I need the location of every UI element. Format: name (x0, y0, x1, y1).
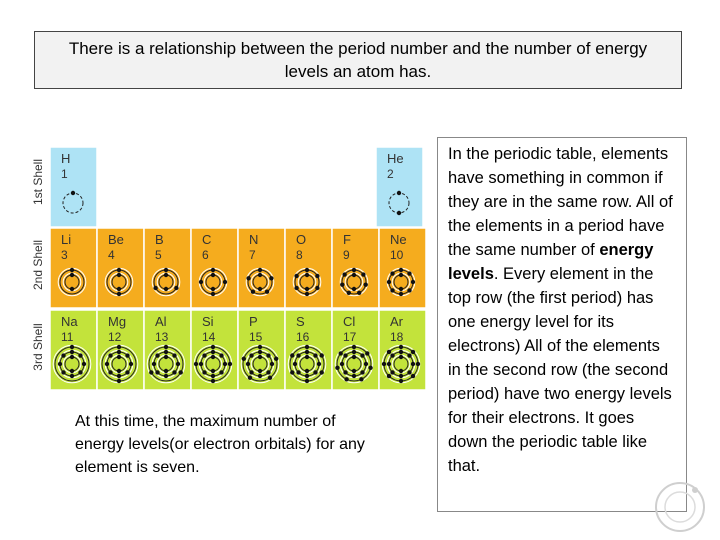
electron (164, 350, 168, 354)
electron (70, 350, 74, 354)
electron (411, 280, 415, 284)
electron (172, 353, 176, 357)
logo-icon (650, 480, 710, 535)
electron (117, 379, 121, 383)
electron (320, 353, 324, 357)
element-f-number: 9 (343, 248, 350, 262)
electron (211, 350, 215, 354)
electron (211, 374, 215, 378)
electron (382, 362, 386, 366)
electron (164, 374, 168, 378)
electron (164, 345, 168, 349)
element-he-number: 2 (387, 167, 394, 181)
electron (387, 362, 391, 366)
electron (266, 353, 270, 357)
electron (78, 370, 82, 374)
element-si-number: 14 (202, 330, 216, 344)
electron (164, 355, 168, 359)
electron (219, 353, 223, 357)
electron (211, 355, 215, 359)
electron (397, 191, 401, 195)
side-text-box (437, 137, 687, 512)
shell-label: 1st Shell (31, 158, 45, 206)
caption-box (65, 400, 390, 500)
electron (305, 345, 309, 349)
electron (407, 288, 411, 292)
electron (211, 273, 215, 277)
electron (152, 362, 156, 366)
element-f-symbol: F (343, 232, 351, 247)
electron (164, 273, 168, 277)
electron (411, 374, 415, 378)
electron (211, 287, 215, 291)
electron (149, 370, 153, 374)
element-al-number: 13 (155, 330, 169, 344)
electron (266, 370, 270, 374)
electron (70, 345, 74, 349)
element-b-symbol: B (155, 232, 164, 247)
element-o-number: 8 (296, 248, 303, 262)
electron (251, 290, 255, 294)
electron (78, 353, 82, 357)
electron (352, 273, 356, 277)
electron (407, 271, 411, 275)
electron (117, 273, 121, 277)
electron (352, 355, 356, 359)
electron (199, 280, 203, 284)
element-s-symbol: S (296, 314, 305, 329)
electron (305, 292, 309, 296)
electron (117, 268, 121, 272)
electron (202, 370, 206, 374)
electron (194, 362, 198, 366)
electron (399, 292, 403, 296)
electron (387, 350, 391, 354)
side-text-part1: In the periodic table, elements have something in common if they are in the same row. All of the elements in a period have the same number of (448, 145, 673, 259)
electron (199, 362, 203, 366)
electron (315, 286, 319, 290)
electron (70, 374, 74, 378)
element-b-number: 5 (155, 248, 162, 262)
electron (360, 353, 364, 357)
electron (228, 362, 232, 366)
electron (305, 287, 309, 291)
electron (174, 286, 178, 290)
element-mg-symbol: Mg (108, 314, 127, 329)
element-h-cell (50, 147, 97, 227)
electron (344, 377, 348, 381)
electron (339, 351, 343, 355)
electron (108, 353, 112, 357)
electron (179, 370, 183, 374)
electron (274, 357, 278, 361)
electron (70, 268, 74, 272)
electron (61, 353, 65, 357)
electron (365, 351, 369, 355)
electron (105, 362, 109, 366)
element-si-symbol: Si (202, 314, 214, 329)
electron (211, 268, 215, 272)
element-o-symbol: O (296, 232, 307, 247)
electron (399, 379, 403, 383)
electron (399, 369, 403, 373)
electron (352, 350, 356, 354)
electron (343, 370, 347, 374)
electron (223, 362, 227, 366)
electron (352, 345, 356, 349)
electron (164, 287, 168, 291)
electron (246, 276, 250, 280)
electron (258, 355, 262, 359)
electron (258, 273, 262, 277)
electron (223, 280, 227, 284)
element-c-symbol: C (202, 232, 212, 247)
electron (296, 370, 300, 374)
electron (70, 369, 74, 373)
caption-text: At this time, the maximum number of energy levels(or electron orbitals) for any element is seven. (75, 413, 365, 476)
side-text-bold: energy levels (448, 241, 654, 283)
element-ne-symbol: Ne (390, 232, 407, 247)
electron (117, 345, 121, 349)
electron (305, 355, 309, 359)
electron (117, 292, 121, 296)
electron (153, 286, 157, 290)
element-mg-number: 12 (108, 330, 122, 344)
electron (352, 268, 356, 272)
electron (265, 290, 269, 294)
electron (335, 366, 339, 370)
electron (155, 370, 159, 374)
electron (58, 362, 62, 366)
element-c-number: 6 (202, 248, 209, 262)
shell-label: 2nd Shell (31, 239, 45, 291)
electron (258, 345, 262, 349)
electron (70, 273, 74, 277)
electron (70, 287, 74, 291)
element-cl-symbol: Cl (343, 314, 356, 329)
electron (164, 369, 168, 373)
electron (407, 370, 411, 374)
electron (399, 273, 403, 277)
element-n-symbol: N (249, 232, 259, 247)
electron (176, 362, 180, 366)
electron (317, 362, 321, 366)
electron (129, 362, 133, 366)
electron (359, 377, 363, 381)
electron (352, 369, 356, 373)
electron (211, 292, 215, 296)
electron (360, 370, 364, 374)
electron (125, 353, 129, 357)
electron (347, 291, 351, 295)
electron (61, 370, 65, 374)
electron (305, 268, 309, 272)
element-n-number: 7 (249, 248, 256, 262)
electron (357, 291, 361, 295)
electron (399, 350, 403, 354)
electron (219, 370, 223, 374)
electron (293, 362, 297, 366)
electron (340, 282, 344, 286)
electron (249, 370, 253, 374)
electron (390, 288, 394, 292)
electron (399, 374, 403, 378)
element-he-symbol: He (387, 151, 404, 166)
electron (320, 370, 324, 374)
electron (268, 376, 272, 380)
electron (399, 345, 403, 349)
electron (305, 350, 309, 354)
electron (290, 353, 294, 357)
electron (258, 287, 262, 291)
electron (117, 350, 121, 354)
element-na-number: 11 (61, 330, 74, 344)
element-s-number: 16 (296, 330, 310, 344)
electron (361, 272, 365, 276)
electron (416, 362, 420, 366)
electron (399, 355, 403, 359)
electron (117, 374, 121, 378)
electron (315, 274, 319, 278)
side-text-part2: . Every element in the top row (the first period) has one energy level for its electrons) All of the elements in the second row (the second period) have two energy levels for their electrons. It goes down the periodic table like that. (448, 265, 672, 475)
electron (155, 353, 159, 357)
electron (343, 353, 347, 357)
electron (211, 369, 215, 373)
element-h-number: 1 (61, 167, 68, 181)
electron (305, 369, 309, 373)
electron (82, 362, 86, 366)
element-h-symbol: H (61, 151, 71, 166)
electron (387, 374, 391, 378)
element-li-number: 3 (61, 248, 68, 262)
electron (390, 370, 394, 374)
electron (242, 357, 246, 361)
electron (211, 345, 215, 349)
electron (399, 287, 403, 291)
electron (172, 370, 176, 374)
electron (202, 353, 206, 357)
electron (258, 268, 262, 272)
electron (352, 287, 356, 291)
electron (411, 350, 415, 354)
electron (305, 374, 309, 378)
electron (270, 362, 274, 366)
electron (364, 362, 368, 366)
electron (117, 355, 121, 359)
electron (125, 370, 129, 374)
element-be-symbol: Be (108, 232, 124, 247)
electron (387, 280, 391, 284)
shell-label: 3rd Shell (31, 323, 45, 371)
electron (258, 350, 262, 354)
electron (246, 362, 250, 366)
electron (390, 353, 394, 357)
electron (117, 369, 121, 373)
electron (290, 370, 294, 374)
electron (411, 362, 415, 366)
element-na-symbol: Na (61, 314, 78, 329)
electron (397, 211, 401, 215)
electron (211, 379, 215, 383)
element-be-number: 4 (108, 248, 115, 262)
element-al-symbol: Al (155, 314, 167, 329)
element-p-symbol: P (249, 314, 258, 329)
electron (313, 370, 317, 374)
electron (269, 276, 273, 280)
electron (399, 268, 403, 272)
slide-title: There is a relationship between the period number and the number of energy levels an atom has. (68, 39, 648, 81)
electron (296, 353, 300, 357)
electron (352, 374, 356, 378)
electron (390, 271, 394, 275)
electron (340, 362, 344, 366)
electron (368, 366, 372, 370)
electron (294, 274, 298, 278)
electron (71, 191, 75, 195)
electron (305, 379, 309, 383)
electron (305, 273, 309, 277)
logo (650, 480, 710, 535)
element-ar-number: 18 (390, 330, 404, 344)
electron (258, 374, 262, 378)
element-p-number: 15 (249, 330, 263, 344)
electron (108, 370, 112, 374)
electron (248, 376, 252, 380)
electron (249, 353, 253, 357)
element-cl-number: 17 (343, 330, 357, 344)
electron (313, 353, 317, 357)
electron (294, 286, 298, 290)
electron (407, 353, 411, 357)
electron (258, 369, 262, 373)
electron (363, 282, 367, 286)
electron (117, 287, 121, 291)
element-ar-symbol: Ar (390, 314, 403, 329)
element-li-symbol: Li (61, 232, 72, 247)
electron (342, 272, 346, 276)
electron (70, 355, 74, 359)
electron (164, 268, 168, 272)
element-ne-number: 10 (390, 248, 404, 262)
